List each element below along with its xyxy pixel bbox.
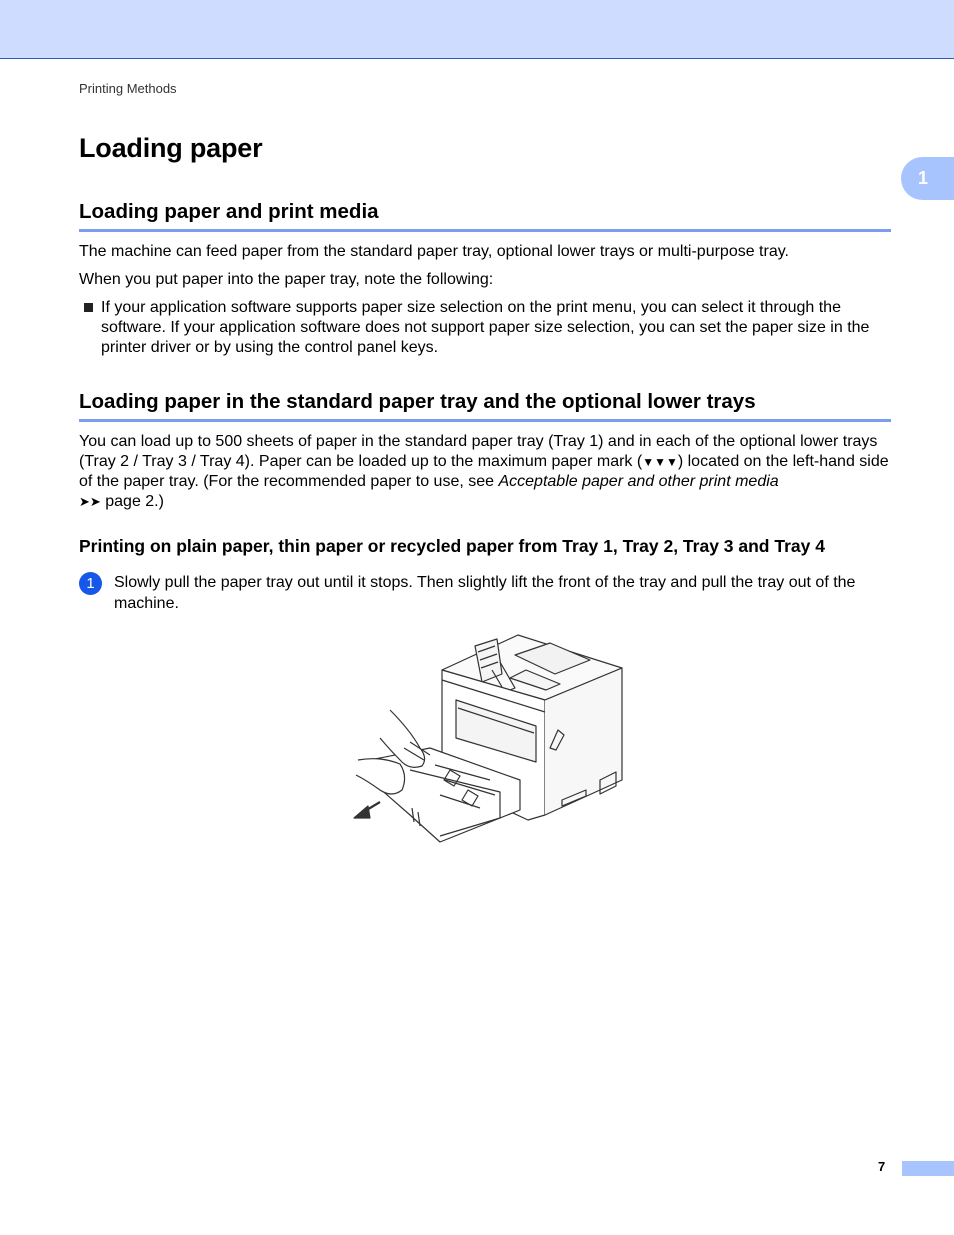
tray-capacity-paragraph <box>79 432 893 512</box>
page-number: 7 <box>878 1159 886 1174</box>
running-head: Printing Methods <box>79 81 177 96</box>
section-heading-standard-tray: Loading paper in the standard paper tray and the optional lower trays <box>79 390 891 422</box>
step-number-badge: 1 <box>79 572 102 595</box>
paragraph-text-part: ) located on the left-hand side of the paper tray. (For the recommended paper to use, see <box>79 453 889 490</box>
bullet-item <box>84 298 890 358</box>
step-text: Slowly pull the paper tray out until it stops. Then slightly lift the front of the tray and pull the tray out of the machine. <box>114 574 856 612</box>
max-paper-mark-icon: ▼▼▼ <box>642 455 678 469</box>
printer-tray-illustration <box>350 630 630 850</box>
note-paragraph: When you put paper into the paper tray, note the following: <box>79 271 494 288</box>
footer-bar <box>902 1161 954 1176</box>
cross-reference-link[interactable]: Acceptable paper and other print media <box>498 473 779 490</box>
chapter-tab <box>901 157 954 200</box>
double-arrow-icon: ➤➤ <box>79 494 101 509</box>
header-band <box>0 0 954 59</box>
page-reference: page 2.) <box>100 493 164 510</box>
paragraph-text-part: You can load up to 500 sheets of paper in the standard paper tray (Tray 1) and in each of the optional lower trays (Tray 2 / Tray 3 / Tray 4). Paper can be loaded up to the maximum paper mark ( <box>79 433 878 470</box>
bullet-text: If your application software supports paper size selection on the print menu, you can select it through the software. If your application software does not support paper size selection, you can set the paper size in the printer driver or by using the control panel keys. <box>101 299 870 356</box>
page-title: Loading paper <box>79 133 263 163</box>
intro-paragraph: The machine can feed paper from the standard paper tray, optional lower trays or multi-purpose tray. <box>79 243 789 260</box>
step-1 <box>79 572 891 614</box>
chapter-number: 1 <box>918 168 929 188</box>
subsection-heading: Printing on plain paper, thin paper or recycled paper from Tray 1, Tray 2, Tray 3 and Tray 4 <box>79 536 825 556</box>
section-heading-loading-paper-and-print-media: Loading paper and print media <box>79 200 891 232</box>
square-bullet-icon <box>84 303 93 312</box>
